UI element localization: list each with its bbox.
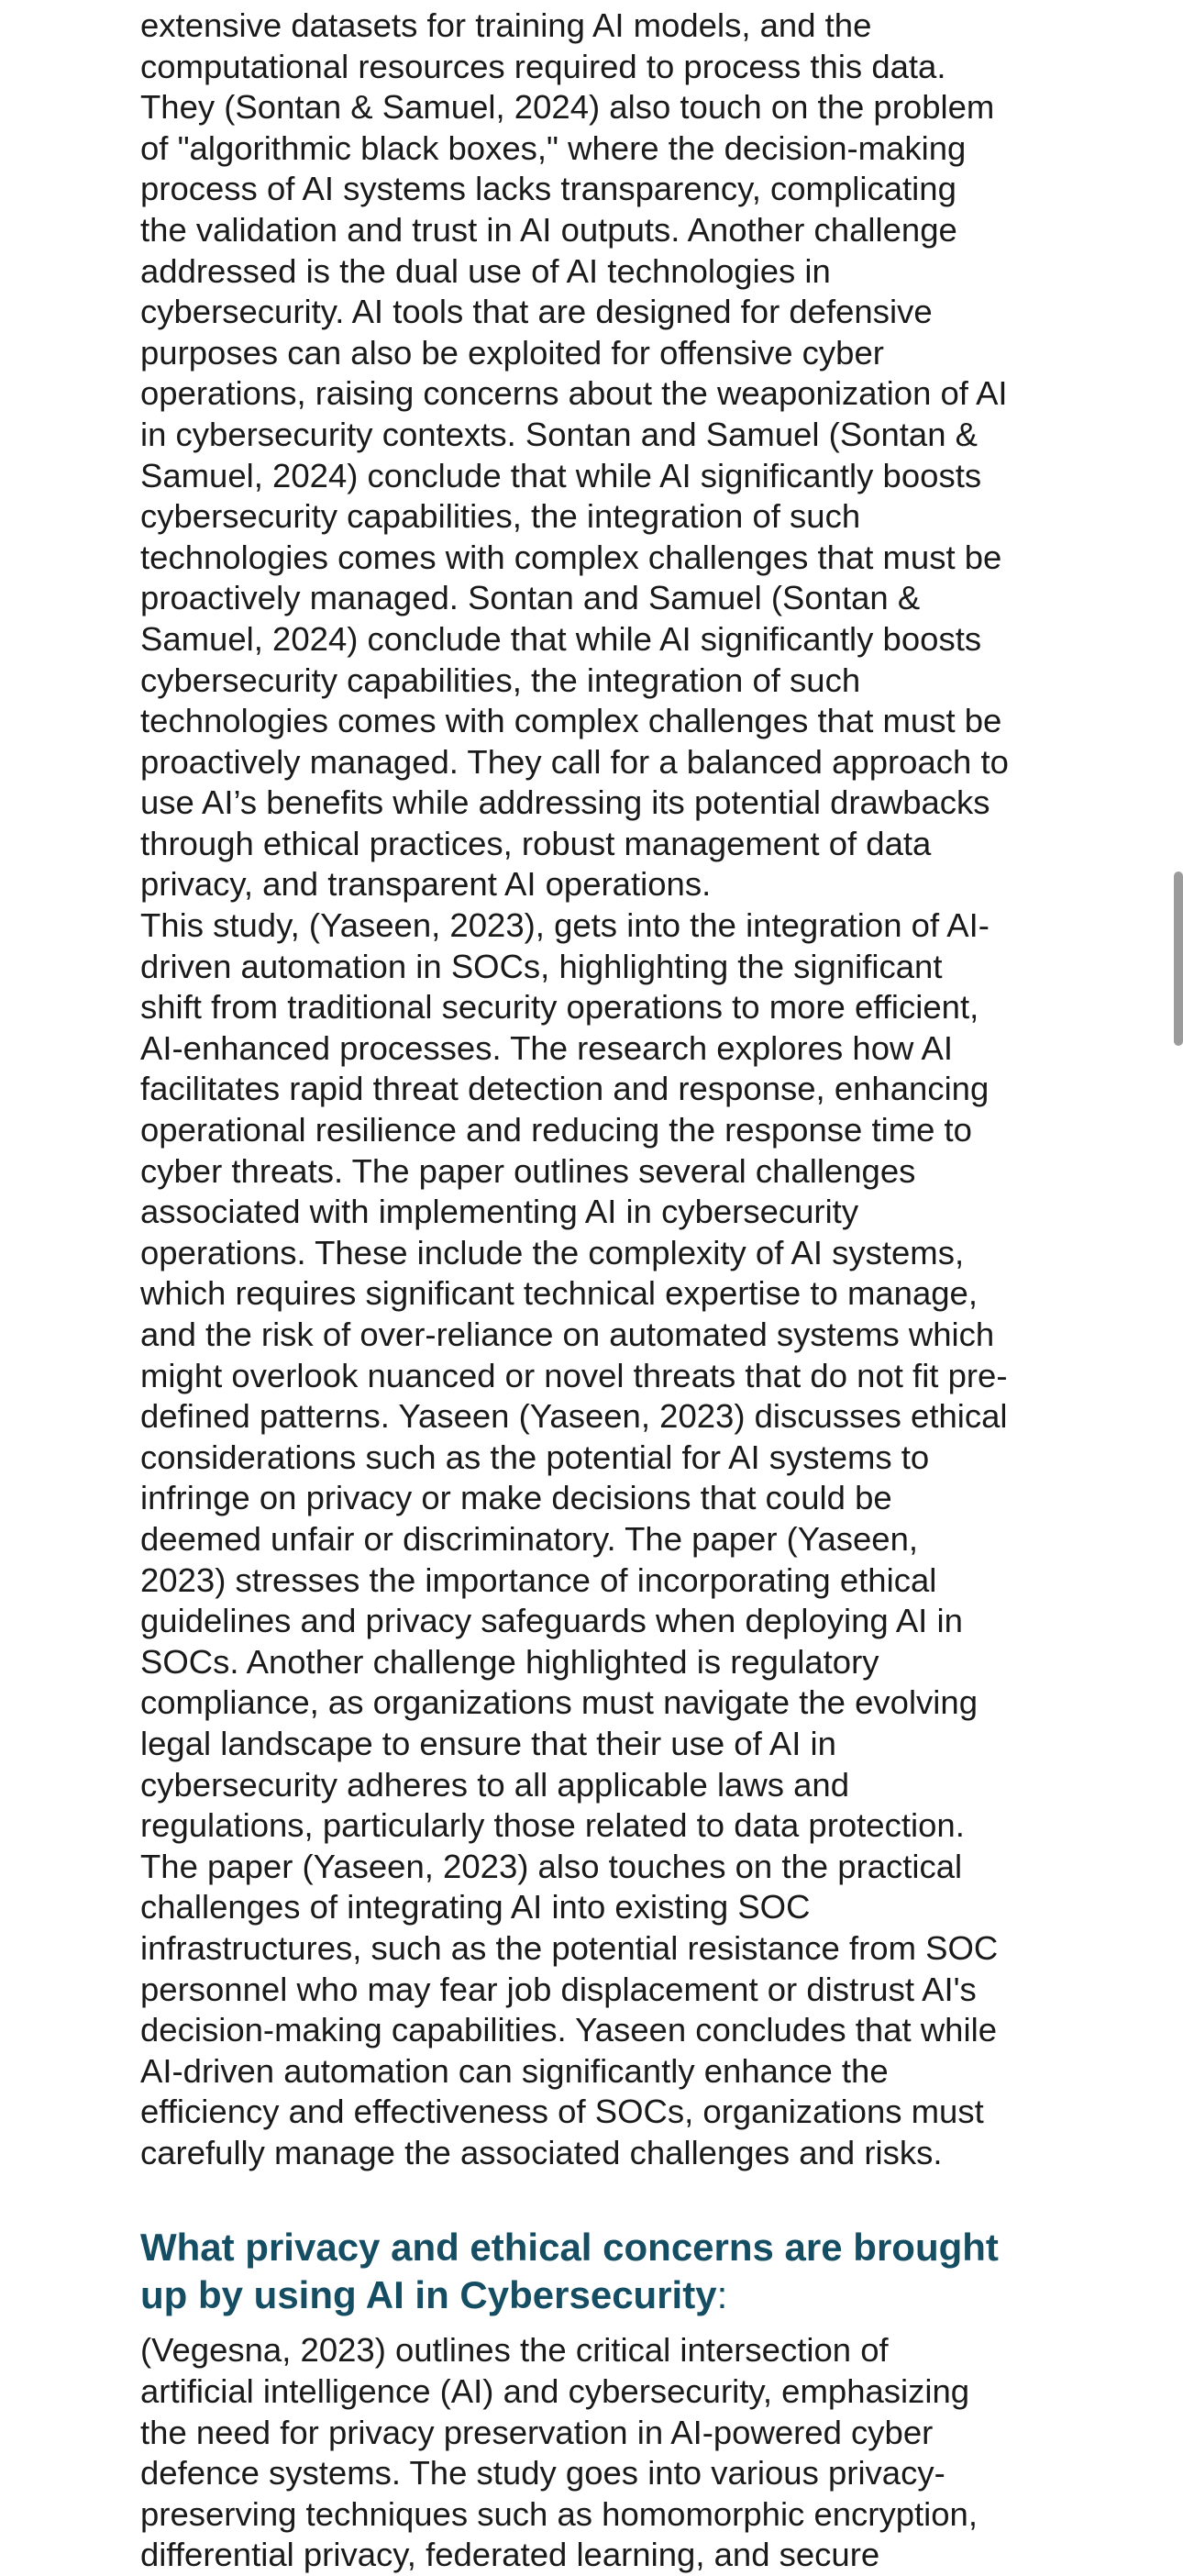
paragraph-vegesna: (Vegesna, 2023) outlines the critical intersection of artificial intelligence (AI) and cybersecurity, emphasizing the need for privacy preservation in AI-powered cyber defence systems. The study goes into various privacy- preserving techniques such as homomorphic encryption, differential privacy, federated learning, and secure [140,2331,978,2574]
scrollbar-thumb[interactable] [1174,872,1183,1046]
section-heading-colon: : [716,2273,728,2317]
section-heading [140,2224,1057,2319]
paragraph-yaseen: This study, (Yaseen, 2023), gets into the integration of AI- driven automation in SOCs, highlighting the significant shift from traditional security operations to more efficient, AI-enhanced processes. The research explores how AI facilitates rapid threat detection and response, enhancing operational resilience and reducing the response time to cyber threats. The paper outlines several challenges associated with implementing AI in cybersecurity operations. These include the complexity of AI systems, which requires significant technical expertise to manage, and the risk of over-reliance on automated systems which might overlook nuanced or novel threats that do not fit pre- defined patterns. Yaseen (Yaseen, 2023) discusses ethical considerations such as the potential for AI systems to infringe on privacy or make decisions that could be deemed unfair or discriminatory. The paper (Yaseen, 2023) stresses the importance of incorporating ethical guidelines and privacy safeguards when deploying AI in SOCs. Another challenge highlighted is regulatory compliance, as organizations must navigate the evolving legal landscape to ensure that their use of AI in cybersecurity adheres to all applicable laws and regulations, particularly those related to data protection. The paper (Yaseen, 2023) also touches on the practical challenges of integrating AI into existing SOC infrastructures, such as the potential resistance from SOC personnel who may fear job displacement or distrust AI's decision-making capabilities. Yaseen concludes that while AI-driven automation can significantly enhance the efficiency and effectiveness of SOCs, organizations must carefully manage the associated challenges and risks. [140,906,1008,2171]
section-heading-text: What privacy and ethical concerns are brought up by using AI in Cybersecurity [140,2226,999,2317]
document-page [140,0,1057,2576]
paragraph-sontan-samuel: extensive datasets for training AI models, and the computational resources required to process this data. They (Sontan & Samuel, 2024) also touch on the problem of "algorithmic black boxes," where the decision-making process of AI systems lacks transparency, complicating the validation and trust in AI outputs. Another challenge addressed is the dual use of AI technologies in cybersecurity. AI tools that are designed for defensive purposes can also be exploited for offensive cyber operations, raising concerns about the weaponization of AI in cybersecurity contexts. Sontan and Samuel (Sontan & Samuel, 2024) conclude that while AI significantly boosts cybersecurity capabilities, the integration of such technologies comes with complex challenges that must be proactively managed. Sontan and Samuel (Sontan & Samuel, 2024) conclude that while AI significantly boosts cybersecurity capabilities, the integration of such technologies comes with complex challenges that must be proactively managed. They call for a balanced approach to use AI’s benefits while addressing its potential drawbacks through ethical practices, robust management of data privacy, and transparent AI operations. [140,6,1009,904]
